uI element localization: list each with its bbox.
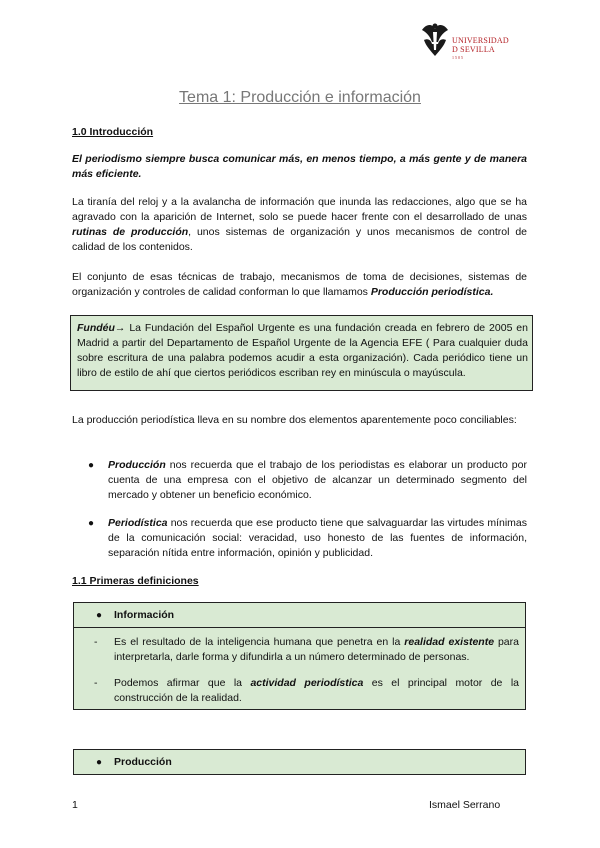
definition-item-text-a: Es el resultado de la inteligencia humana que penetra en la [114,636,405,648]
page-number: 1 [72,799,78,811]
author-name: Ismael Serrano [429,799,501,811]
paragraph-1-text-b: , unos sistemas de organización y unos mecanismos de control de calidad de los contenidos. [72,226,527,253]
bullet-dot-icon: ● [96,757,103,768]
definition-item-text-b: para interpretarla, darle forma y difundirla a un número determinado de personas. [114,636,519,663]
fundeu-text: La Fundación del Español Urgente es una fundación creada en febrero de 2005 en Madrid a partir del Departamento de Español Urgente de la Agencia EFE ( Para cualquier duda sobre escritura de una palabra podemos acudir a esta organización). Cada periódico tiene un libro de estilo de ahí que ciertos periódicos escriban rey en minúscula o mayúscula. [77,322,528,379]
fundeu-term: Fundéu [77,322,115,334]
definition-item [114,635,519,665]
definition-label: Producción [114,756,172,768]
bullet-item-produccion [108,458,527,503]
definition-item-emphasis: realidad existente [404,636,495,648]
bullet-dot-icon: ● [96,610,103,621]
logo-text-line-1: UNIVERSIDAD [452,36,509,45]
paragraph-3: La producción periodística lleva en su nombre dos elementos aparentemente poco conciliables: [72,414,517,426]
paragraph-2-text-a: El conjunto de esas técnicas de trabajo, mecanismos de toma de decisiones, sistemas de organización y controles de calidad conforman lo que llamamos [72,271,527,298]
definition-header [74,750,525,774]
paragraph-1-emphasis: rutinas de producción [72,226,189,238]
university-logo [418,20,528,64]
definition-item-emphasis: actividad periodística [250,677,364,689]
definition-item-text-b: es el principal motor de la construcción de la realidad. [114,677,519,704]
paragraph-1-text-a: La tiranía del reloj y a la avalancha de información que inunda las redacciones, algo que se ha agravado con la aparición de Internet, solo se puede hacer frente con el desarrollado de unas [72,196,527,223]
bullet-item-produccion-term: Producción [108,459,166,471]
bullet-item-periodistica [108,516,527,561]
dash-marker: - [94,677,98,689]
university-seal-icon [418,20,452,60]
dash-marker: - [94,636,98,648]
fundeu-callout-box [70,315,533,391]
fundeu-arrow: → [114,322,130,334]
bullet-dot-icon: ● [88,518,95,529]
bullet-dot-icon: ● [88,460,95,471]
bullet-item-periodistica-text: nos recuerda que ese producto tiene que salvaguardar las virtudes mínimas de la comunicación social: veracidad, uso honesto de las fuentes de información, separación nítida entre información, opinión y publicidad. [108,517,527,559]
definition-item-text-a: Podemos afirmar que la [114,677,251,689]
section-heading-introduccion: 1.0 Introducción [72,126,154,138]
lead-paragraph: El periodismo siempre busca comunicar más, en menos tiempo, a más gente y de manera más eficiente. [72,153,527,180]
definition-header [74,603,525,627]
paragraph-1 [72,195,527,255]
definition-label: Información [114,609,175,621]
page-title: Tema 1: Producción e información [179,89,421,106]
bullet-item-produccion-text: nos recuerda que el trabajo de los periodistas es elaborar un producto por cuenta de una empresa con el objetivo de alcanzar un determinado segmento del mercado y obtener un beneficio económico. [108,459,527,501]
definition-item [114,676,519,706]
paragraph-2 [72,270,527,300]
definition-box-informacion [73,602,526,710]
logo-text-line-3: 1505 [452,55,464,60]
logo-text-line-2: D SEVILLA [452,45,495,54]
bullet-item-periodistica-term: Periodística [108,517,168,529]
section-heading-definiciones: 1.1 Primeras definiciones [72,575,199,587]
definition-body [74,627,525,709]
paragraph-2-emphasis: Producción periodística. [370,286,494,298]
definition-box-produccion [73,749,526,775]
